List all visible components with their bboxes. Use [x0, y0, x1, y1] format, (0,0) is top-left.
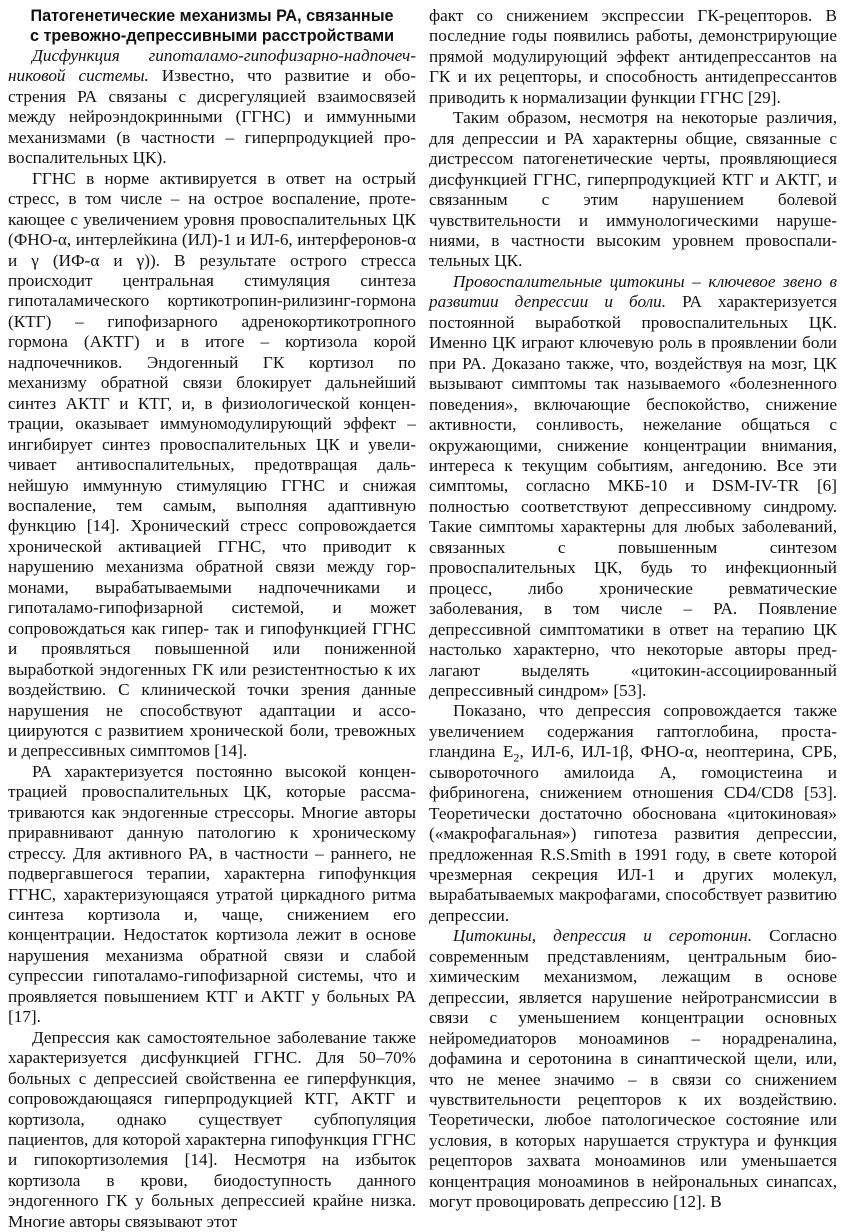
- paragraph-hpa-dysfunction: [8, 46, 416, 169]
- paragraph-lead-hpa: Дисфункция гипоталамо-гипофизарно-надпочечниковой системы.: [8, 46, 416, 86]
- paragraph-text-serotonin: Согласно современным представлениям, центральным биохимическим механизмом, лежащим в основе депрессии, является нарушение нейротрансмиссии в связи с уменьшением концентрации основных нейромедиаторов моноаминов – норадреналина, дофамина и серотонина в синаптической щели, или, что не менее значимо – в связи со снижением чувствительности рецепторов к их воздействию. Теоретически, любое патологическое состояние или условия, в которых нарушается структура и функция рецепторов захвата моноаминов или уменьшается концентрация моноаминов в нейрональных синапсах, могут провоцировать депрессию [12]. В: [429, 926, 837, 1212]
- paragraph-summary: Таким образом, несмотря на некоторые различия, для депрессии и РА характерны общие, связанные с дистрессом патогенетические черты, проявляющиеся дисфункцией ГГНС, гиперпродукцией КТГ и АКТГ, и связанным с этим нарушением болевой чувствительности и иммунологическими нарушениями, в частности высоким уровнем провоспалительных ЦК.: [429, 108, 837, 271]
- paragraph-continuation: факт со снижением экспрессии ГК-рецепторов. В последние годы появились работы, демонстрирующие прямой модулирующий эффект антидепрессантов на ГК и их рецепторы, и способность антидепрессантов приводить к нормализации функции ГГНС [29].: [429, 6, 837, 107]
- paragraph-ra-cytokines: РА характеризуется постоянно высокой концентрацией провоспалительных ЦК, которые рассматриваются как эндогенные стрессоры. Многие авторы приравнивают данную патологию к хроническому стрессу. Для активного РА, в частности – раннего, не подвергавшегося терапии, характерна гипофункция ГГНС, характеризующаяся утратой циркадного ритма синтеза кортизола и, чаще, снижением его концентрации. Недостаток кортизола лежит в основе нарушения механизма обратной связи и слабой супрессии гипоталамо-гипофизарной системы, что и проявляется повышением КТГ и АКТГ у больных РА [17].: [8, 761, 416, 1027]
- paragraph-text-markers-a: Показано, что депрессия сопровождается также увеличением содержания гаптоглобина, простагландина E: [429, 701, 837, 762]
- paragraph-proinflammatory-cytokines: [429, 272, 837, 702]
- paragraph-text-hpa: Известно, что развитие и обострения РА связаны с дисрегуляцией взаимосвязей между нейроэндокринными (ГГНС) и иммунными механизмами (в частности – гиперпродукцией провоспалительных ЦК).: [8, 66, 417, 168]
- paragraph-depression-hpa: Депрессия как самостоятельное заболевание также характеризуется дисфункцией ГГНС. Для 50–70% больных с депрессией свойственна ее гиперфункция, сопровождающаяся гиперпродукцией КТГ, АКТГ и кортизола, однако существует субпопуляция пациентов, для которой характерна гипофункция ГГНС и гипокортизолемия [14]. Несмотря на избыток кортизола в крови, биодоступность данного эндогенного ГК у больных депрессией крайне низка. Многие авторы связывают этот: [8, 1027, 416, 1231]
- section-heading-line-1: Патогенетические механизмы РА, связанные: [30, 7, 394, 25]
- paragraph-depression-markers: [429, 701, 837, 926]
- paragraph-cytokines-serotonin: [429, 926, 837, 1212]
- paragraph-text-cytokines: РА характеризуется постоянной выработкой провоспалительных ЦК. Именно ЦК играют ключевую роль в проявлении боли при РА. Доказано также, что, воздействуя на мозг, ЦК вызывают симптомы так называемого «болезненного поведения», включающие беспокойство, снижение активности, сонливость, нежелание общаться с окружающими, снижение концентрации внимания, интереса к текущим событиям, ангедонию. Все эти симптомы, согласно МКБ-10 и DSM-IV-TR [6] полностью соответствуют депрессивному синдрому. Такие симптомы характерны для любых заболеваний, связанных с повышенным синтезом провоспалительных ЦК, будь то инфекционный процесс, либо хронические ревматические заболевания, в том числе – РА. Появление депрессивной симптоматики в ответ на терапию ЦК настолько характерно, что некоторые авторы предлагают выделять «цитокин-ассоциированный депрессивный синдром» [53].: [429, 292, 837, 700]
- paragraph-lead-cytokines: Провоспалительные цитокины – ключевое звено в развитии депрессии и боли.: [429, 271, 837, 312]
- paragraph-text-markers-b: , ИЛ-6, ИЛ-1β, ФНО-α, неоптерина, СРБ, сывороточного амилоида А, гомоцистеина и фибриногена, снижением отношения CD4/CD8 [53]. Теоретически достаточно обоснована «цитокиновая» («макрофагальная») гипотеза развития депрессии, предложенная R.S.Smith в 1991 году, в свете которой чрезмерная секреция ИЛ-1 и других молекул, вырабатываемых макрофагами, способствует развитию депрессии.: [429, 742, 837, 925]
- left-column: [8, 6, 416, 1232]
- paragraph-hpa-normal: ГГНС в норме активируется в ответ на острый стресс, в том числе – на острое воспаление, протекающее с увеличением уровня провоспалительных ЦК (ФНО-α, интерлейкина (ИЛ)-1 и ИЛ-6, интерферонов-α и γ (ИФ-α и γ)). В результате острого стресса происходит центральная стимуляция синтеза гипоталамического кортикотропин-рилизинг-гормона (КТГ) – гипофизарного адренокортикотропного гормона (АКТГ) и в итоге – кортизола корой надпочечников. Эндогенный ГК кортизол по механизму обратной связи блокирует дальнейший синтез АКТГ и КТГ, и, в физиологической концентрации, оказывает иммуномодулирующий эффект – ингибирует синтез провоспалительных ЦК и увеличивает антивоспалительных, предотвращая дальнейшую иммунную стимуляцию ГГНС и снижая воспаление, тем самым, выполняя адаптивную функцию [14]. Хронический стресс сопровождается хронической активацией ГГНС, что приводит к нарушению механизма обратной связи между гормонами, вырабатываемыми надпочечниками и гипоталамо-гипофизарной системой, и может сопровождаться как гипер- так и гипофункцией ГГНС и проявляться повышенной или пониженной выработкой эндогенных ГК или резистентностью к их воздействию. С клинической точки зрения данные нарушения не способствуют адаптации и ассоциируются с развитием хронической боли, тревожных и депрессивных симптомов [14].: [8, 168, 416, 761]
- right-column: [429, 6, 837, 1213]
- section-heading-line-2: с тревожно-депрессивными расстройствами: [29, 27, 395, 45]
- paragraph-lead-serotonin: Цитокины, депрессия и серотонин.: [453, 926, 753, 946]
- section-heading: [8, 6, 416, 46]
- subscript-e2: 2: [513, 750, 520, 765]
